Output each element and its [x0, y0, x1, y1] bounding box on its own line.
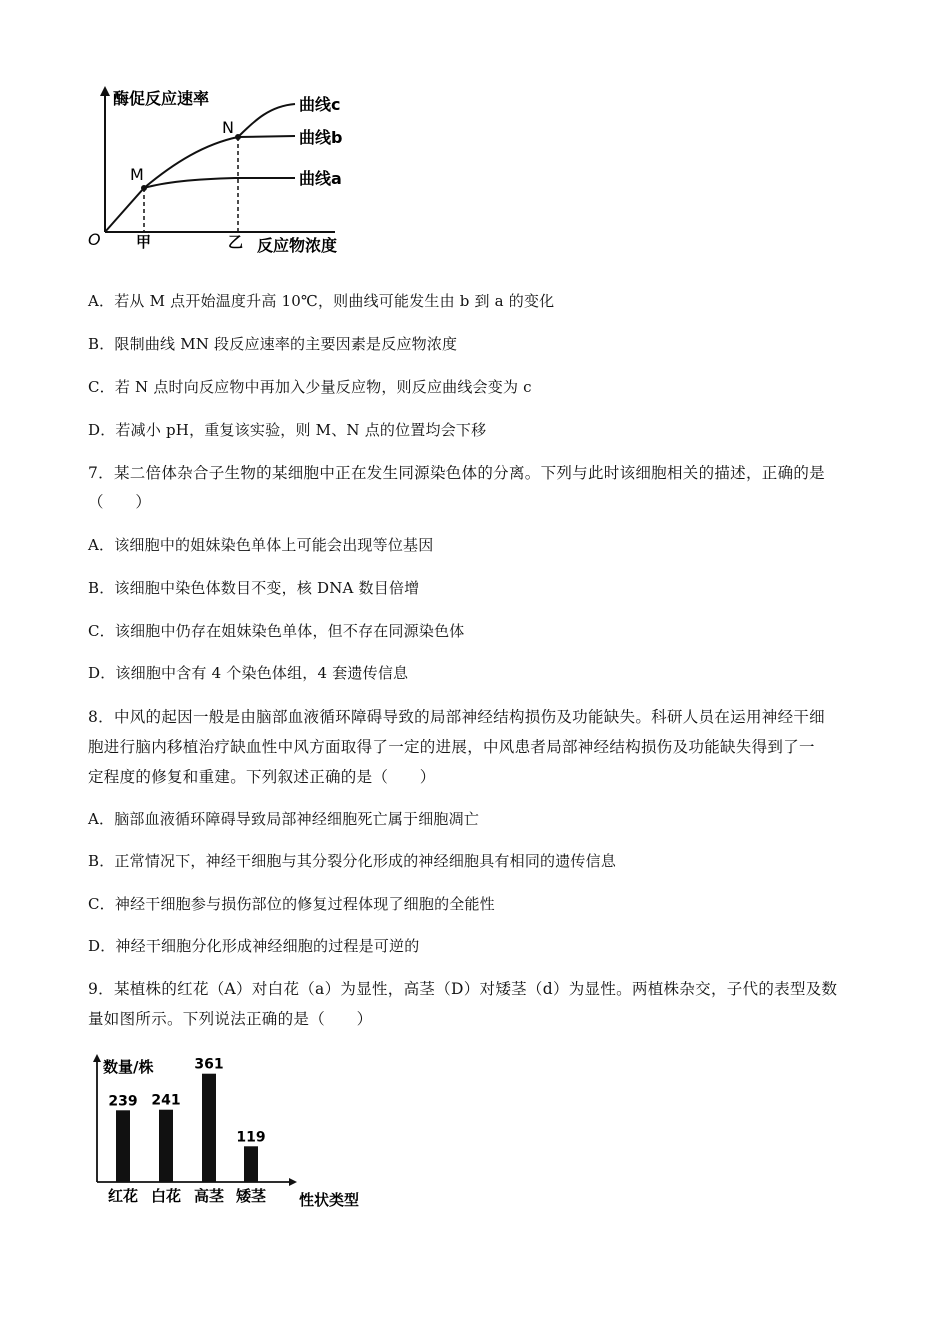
q6-option-a: A．若从 M 点开始温度升高 10℃，则曲线可能发生由 b 到 a 的变化: [88, 292, 555, 310]
q6-option-c: C．若 N 点时向反应物中再加入少量反应物，则反应曲线会变为 c: [88, 378, 532, 396]
q6-option-d: D．若减小 pH，重复该实验，则 M、N 点的位置均会下移: [88, 421, 487, 439]
bar-3: [202, 1074, 216, 1182]
chart-x-axis-arrow: [289, 1178, 297, 1186]
x-axis-label: 反应物浓度: [257, 236, 338, 255]
bar-value-label-2: 241: [151, 1092, 181, 1109]
category-label-1: 红花: [107, 1187, 139, 1205]
point-m-dot: [141, 185, 147, 191]
point-m-label: M: [130, 165, 144, 184]
bar-4: [244, 1146, 258, 1182]
q7-option-a: A．该细胞中的姐妹染色单体上可能会出现等位基因: [88, 536, 434, 554]
point-n-dot: [235, 134, 241, 140]
category-label-2: 白花: [150, 1187, 182, 1205]
q9-stem-line2: 量如图所示。下列说法正确的是（ ）: [88, 1010, 373, 1028]
q7-stem-line1: 7．某二倍体杂合子生物的某细胞中正在发生同源染色体的分离。下列与此时该细胞相关的描述，正确的是: [88, 464, 825, 482]
chart-y-label: 数量/株: [103, 1058, 154, 1076]
q7-option-d: D．该细胞中含有 4 个染色体组，4 套遗传信息: [88, 664, 409, 682]
bar-1: [116, 1110, 130, 1182]
q8-stem-line2: 胞进行脑内移植治疗缺血性中风方面取得了一定的进展，中风患者局部神经结构损伤及功能缺失得到了一: [88, 738, 815, 756]
q6-option-b: B．限制曲线 MN 段反应速率的主要因素是反应物浓度: [88, 335, 458, 353]
point-n-label: N: [222, 118, 234, 137]
chart-y-axis-arrow: [93, 1054, 101, 1062]
category-label-3: 高茎: [193, 1187, 225, 1205]
y-axis-label: 酶促反应速率: [113, 89, 210, 108]
curve-a-line: [144, 178, 295, 188]
q8-stem-line3: 定程度的修复和重建。下列叙述正确的是（ ）: [88, 768, 436, 786]
q8-option-b: B．正常情况下，神经干细胞与其分裂分化形成的神经细胞具有相同的遗传信息: [88, 852, 617, 870]
trait-bar-chart: [85, 1050, 385, 1210]
bar-2: [159, 1110, 173, 1182]
enzyme-rate-figure: [85, 82, 385, 257]
q9-stem-line1: 9．某植株的红花（A）对白花（a）为显性，高茎（D）对矮茎（d）为显性。两植株杂交，子代的表型及数: [88, 980, 838, 998]
q8-option-c: C．神经干细胞参与损伤部位的修复过程体现了细胞的全能性: [88, 895, 495, 913]
curve-c-label: 曲线c: [299, 95, 341, 114]
q7-option-b: B．该细胞中染色体数目不变，核 DNA 数目倍增: [88, 579, 420, 597]
curve-b-label: 曲线b: [299, 128, 343, 147]
q7-option-c: C．该细胞中仍存在姐妹染色单体，但不存在同源染色体: [88, 622, 465, 640]
bar-value-label-4: 119: [236, 1129, 266, 1146]
y-axis-arrow: [100, 86, 110, 96]
q8-option-a: A．脑部血液循环障碍导致局部神经细胞死亡属于细胞凋亡: [88, 810, 480, 828]
curve-c-line: [238, 104, 295, 137]
q8-stem-line1: 8．中风的起因一般是由脑部血液循环障碍导致的局部神经结构损伤及功能缺失。科研人员在运用神经干细: [88, 708, 825, 726]
q8-option-d: D．神经干细胞分化形成神经细胞的过程是可逆的: [88, 937, 420, 955]
bar-value-label-3: 361: [194, 1056, 224, 1073]
tick-yi: 乙: [228, 233, 244, 251]
curve-b-line: [105, 136, 295, 232]
category-label-4: 矮茎: [235, 1187, 267, 1205]
bar-value-label-1: 239: [108, 1093, 138, 1110]
chart-x-label: 性状类型: [299, 1191, 360, 1209]
curve-a-label: 曲线a: [299, 169, 342, 188]
tick-jia: 甲: [136, 233, 152, 251]
q7-stem-line2: （ ）: [88, 493, 152, 511]
origin-label: O: [88, 230, 101, 249]
